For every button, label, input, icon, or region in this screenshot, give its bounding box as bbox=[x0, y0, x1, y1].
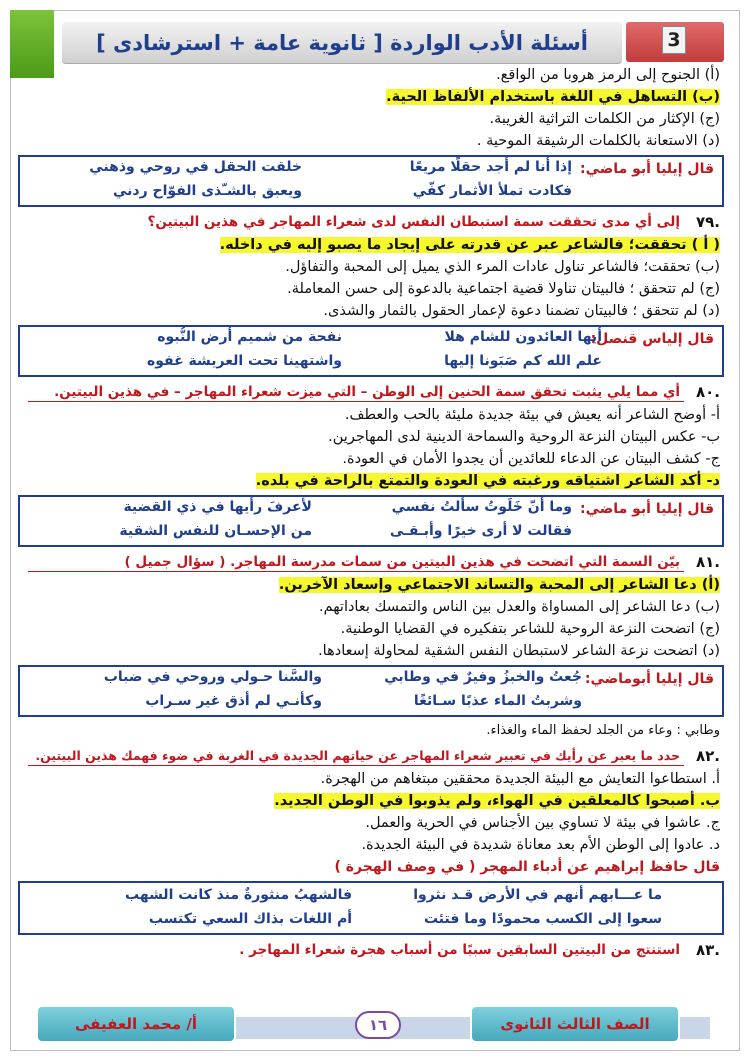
poem-box bbox=[18, 495, 724, 547]
highlight: د- أكد الشاعر اشتياقه ورغبته في العودة والتمتع بالراحة في بلده. bbox=[255, 473, 720, 489]
page-title: أسئلة الأدب الواردة [ ثانوية عامة + استرشادى ] bbox=[96, 31, 588, 55]
page-footer bbox=[10, 1003, 740, 1051]
verse-hemistich: ما عـــابهم أنهم في الأرض قـد نثروا bbox=[413, 887, 662, 903]
option-line: (ب) تحققت؛ فالشاعر تناول عادات المرء الذي يميل إلى المحبة والتفاؤل. bbox=[285, 259, 720, 275]
option-line: (ج) الإكثار من الكلمات التراثية الغريبة. bbox=[489, 111, 720, 127]
verse-hemistich: خلقت الحقل في روحي وذهني bbox=[89, 159, 302, 175]
verse-hemistich: وكأنـي لم أذق غير سـراب bbox=[145, 693, 322, 709]
verse-hemistich: ويعبق بالشـّذى الفوّاح ردني bbox=[113, 183, 302, 199]
option-line: ج- كشف البيتان عن الدعاء للعائدين أن يجدوا الأمان في العودة. bbox=[342, 451, 720, 467]
page-number: ١٦ bbox=[355, 1011, 401, 1039]
teacher-name: أ/ محمد العفيفى bbox=[36, 1005, 236, 1043]
poem-box bbox=[18, 665, 724, 717]
option-line: د. عادوا إلى الوطن الأم بعد معاناة شديدة في البيئة الجديدة. bbox=[361, 837, 720, 853]
option-line-answer bbox=[18, 234, 724, 256]
section-badge bbox=[626, 22, 724, 62]
verse-hemistich: نفحة من شميم أرض النُّبوه bbox=[157, 329, 342, 345]
verse-hemistich: وشربتُ الماء عذبًا سـائغًا bbox=[413, 693, 582, 709]
question-underline bbox=[28, 765, 684, 766]
question-text: حدد ما يعبر عن رأيك في تعبير شعراء المهاجر عن حياتهم الجديدة في الغربة في ضوء فهمك هذين البيتين. bbox=[35, 748, 680, 763]
question-text: إلى أي مدى تحققت سمة استبطان النفس لدى شعراء المهاجر في هذين البيتين؟ bbox=[147, 214, 680, 230]
question-text: أي مما يلي يثبت تحقق سمة الحنين إلى الوطن – التي ميزت شعراء المهاجر – في هذين البيتين. bbox=[54, 384, 680, 400]
highlight: ( أ ) تحققت؛ فالشاعر عبر عن قدرته على إيجاد ما يصبو إليه في داخله. bbox=[219, 237, 720, 253]
highlight: (ب) التساهل في اللغة باستخدام الألفاظ الحية. bbox=[386, 89, 720, 105]
poem-box bbox=[18, 155, 724, 207]
poet-label: قال إيليا أبوماضي: bbox=[584, 671, 714, 687]
verse-hemistich: سعوا إلى الكسب محمودًا وما فتئت bbox=[423, 911, 662, 927]
vocabulary-note: وطابي : وعاء من الجلد لحفظ الماء والغذاء. bbox=[486, 723, 720, 738]
option-line: ب- عكس البيتان النزعة الروحية والسماحة الدينية لدى المهاجرين. bbox=[328, 429, 720, 445]
verse-hemistich: جُعتُ والخبزُ وفيرٌ في وطابي bbox=[384, 669, 582, 685]
option-line: (ب) دعا الشاعر إلى المساواة والعدل بين الناس والتمسك بعاداتهم. bbox=[318, 599, 720, 615]
verse-hemistich: أيها العائدون للشام هلا bbox=[444, 329, 602, 345]
poet-label: قال إيليا أبو ماضي: bbox=[580, 161, 714, 177]
question-number: .٨٠ bbox=[695, 383, 720, 401]
option-line: أ- أوضح الشاعر أنه يعيش في بيئة جديدة مليئة بالحب والعطف. bbox=[344, 407, 720, 423]
highlight: (أ) دعا الشاعر إلى المحبة والتساند الاجتماعي وإسعاد الآخرين. bbox=[278, 577, 720, 593]
option-line: (أ) الجنوح إلى الرمز هروبا من الواقع. bbox=[496, 67, 720, 83]
verse-hemistich: وما أنّ خَلَوتُ سألتُ نفسي bbox=[391, 499, 572, 515]
question-83 bbox=[18, 938, 724, 962]
verse-hemistich: والسَّنا حـولي وروحي في ضباب bbox=[103, 669, 322, 685]
question-79 bbox=[18, 210, 724, 234]
poet-label: قال إلياس قنصل: bbox=[590, 331, 714, 347]
verse-hemistich: فقالت لا أرى خيرًا وأبـقـى bbox=[389, 523, 572, 539]
grade-label: الصف الثالث الثانوى bbox=[470, 1005, 680, 1043]
question-number: .٧٩ bbox=[695, 213, 720, 231]
highlight: ب. أصبحوا كالمعلقين في الهواء، ولم يذوبوا في الوطن الجديد. bbox=[274, 793, 720, 809]
option-line: (د) اتضحت نزعة الشاعر لاستبطان النفس الشقية لمحاولة إسعادها. bbox=[318, 643, 720, 659]
question-81 bbox=[18, 550, 724, 574]
option-line: (د) الاستعانة بالكلمات الرشيقة الموحية . bbox=[476, 133, 720, 149]
option-line-answer bbox=[18, 790, 724, 812]
question-number: .٨٣ bbox=[695, 941, 720, 959]
verse-hemistich: إذا أنا لم أجد حقلًا مريعًا bbox=[409, 159, 572, 175]
option-line-answer bbox=[18, 470, 724, 492]
section-badge-number: 3 bbox=[662, 26, 686, 54]
option-line-answer bbox=[18, 574, 724, 596]
option-line: أ. استطاعوا التعايش مع البيئة الجديدة محققين مبتغاهم من الهجرة. bbox=[320, 771, 720, 787]
question-text: استنتج من البيتين السابقين سببًا من أسباب هجرة شعراء المهاجر . bbox=[239, 942, 680, 958]
verse-hemistich: واشتهينا تحت العريشة غفوه bbox=[146, 353, 342, 369]
question-text: بيّن السمة التي اتضحت في هذين البيتين من سمات مدرسة المهاجر. ( سؤال جميل ) bbox=[124, 554, 680, 570]
option-line-answer bbox=[18, 86, 724, 108]
question-underline bbox=[28, 401, 684, 402]
verse-hemistich: أم اللغات بذاك السعي تكتسب bbox=[148, 911, 352, 927]
option-line: (ج) اتضحت النزعة الروحية للشاعر بتفكيره في القضايا الوطنية. bbox=[340, 621, 720, 637]
poem-heading: قال حافظ إبراهيم عن أدباء المهجر ( في وصف الهجرة ) bbox=[334, 859, 720, 875]
poet-label: قال إيليا أبو ماضي: bbox=[580, 501, 714, 517]
option-line: (ج) لم تتحقق ؛ فالبيتان تناولا قضية اجتماعية بالدعوة إلى حسن المعاملة. bbox=[287, 281, 720, 297]
question-80 bbox=[18, 380, 724, 404]
poem-box bbox=[18, 881, 724, 935]
page-header bbox=[62, 22, 622, 64]
question-number: .٨٢ bbox=[695, 747, 720, 765]
question-underline bbox=[28, 571, 684, 572]
verse-hemistich: لأعرفَ رأيها في ذي القضية bbox=[123, 499, 312, 515]
verse-hemistich: علم الله كم صَبَونا إليها bbox=[444, 353, 602, 369]
verse-hemistich: فالشهبُ منثورةٌ منذ كانت الشهب bbox=[125, 887, 352, 903]
verse-hemistich: فكادت تملأ الأثمار كفّي bbox=[412, 183, 572, 199]
verse-hemistich: من الإحسـان للنفس الشقية bbox=[119, 523, 312, 539]
option-line: ج. عاشوا في بيئة لا تساوي بين الأجناس في الحرية والعمل. bbox=[365, 815, 720, 831]
worksheet-content bbox=[18, 64, 724, 962]
question-number: .٨١ bbox=[695, 553, 720, 571]
poem-box bbox=[18, 325, 724, 377]
option-line: (د) لم تتحقق ؛ فالبيتان تضمنا دعوة لإعمار الحقول بالثمار والشذى. bbox=[323, 303, 720, 319]
question-82 bbox=[18, 744, 724, 768]
